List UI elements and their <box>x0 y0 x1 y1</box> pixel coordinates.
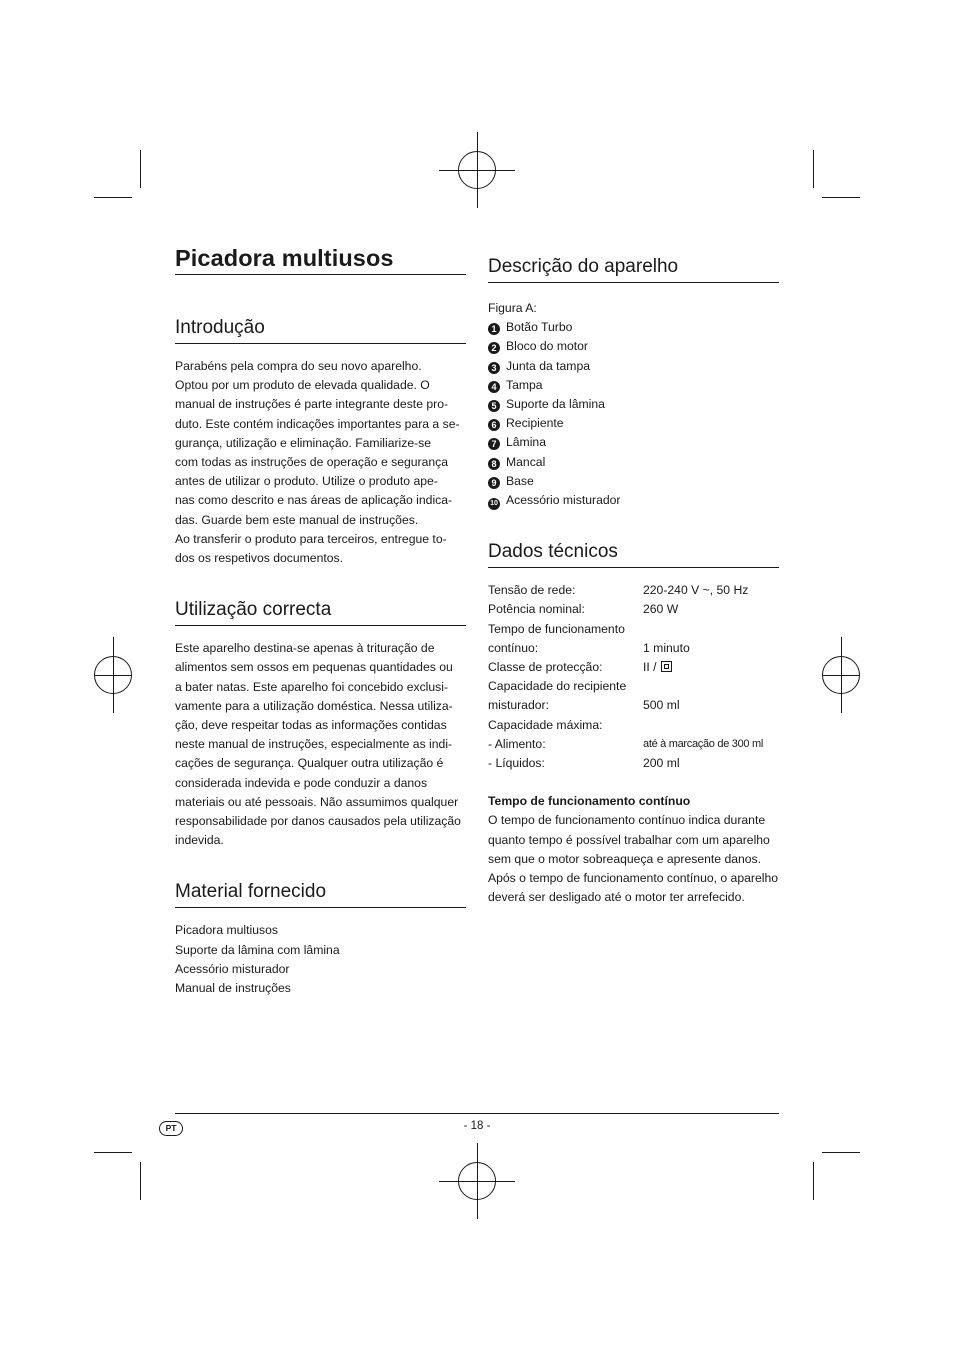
parts-list <box>488 318 779 510</box>
supplied-list <box>175 921 466 998</box>
figure-label: Figura A: <box>488 301 537 315</box>
table-row: Tempo de funcionamento <box>488 621 625 636</box>
intro-heading: Introdução <box>175 315 466 344</box>
list-item: Suporte da lâmina com lâmina <box>175 942 340 957</box>
number-badge: 1 <box>488 323 500 335</box>
table-row: - Líquidos: 200 ml <box>488 756 680 771</box>
supplied-heading: Material fornecido <box>175 879 466 908</box>
number-badge: 8 <box>488 458 500 470</box>
continuous-operation-text: O tempo de funcionamento contínuo indica durante quanto tempo é possível trabalhar com um aparelho sem que o motor sobreaqueça e apresente danos. Após o tempo de funcionamento contínuo, o aparelho deverá ser desligado até o motor ter arrefecido. <box>488 813 778 905</box>
list-item: 1 Botão Turbo <box>488 318 779 337</box>
footer-divider <box>175 1113 779 1114</box>
number-badge: 10 <box>488 498 500 510</box>
page-title: Picadora multiusos <box>175 243 466 275</box>
intro-text: Parabéns pela compra do seu novo aparelho. Optou por um produto de elevada qualidade. O manual de instruções é parte integrante deste pro- duto. Este contém indicações importantes para a se- gurança, utilização e eliminação. Familiarize-se com todas as instruções de operação e segurança antes de utilizar o produto. Utilize o produto ape- nas como descrito e nas áreas de aplicação indica- das. Guarde bem este manual de instruções. Ao transferir o produto para terceiros, entregue to- dos os respetivos documentos. <box>175 359 460 566</box>
list-item: 10 Acessório misturador <box>488 491 779 510</box>
list-item: Manual de instruções <box>175 981 291 996</box>
table-row: Tensão de rede: 220-240 V ~, 50 Hz <box>488 583 749 598</box>
list-item: 2 Bloco do motor <box>488 337 779 356</box>
number-badge: 6 <box>488 419 500 431</box>
number-badge: 9 <box>488 477 500 489</box>
table-row: Classe de protecção: II / <box>488 658 779 677</box>
table-row: Capacidade máxima: <box>488 717 603 732</box>
continuous-operation-heading: Tempo de funcionamento contínuo <box>488 794 691 809</box>
list-item: Picadora multiusos <box>175 923 278 938</box>
table-row: misturador: 500 ml <box>488 698 680 713</box>
left-column <box>175 243 466 998</box>
right-column <box>488 254 779 907</box>
number-badge: 7 <box>488 438 500 450</box>
number-badge: 4 <box>488 381 500 393</box>
table-row: Capacidade do recipiente <box>488 679 627 694</box>
list-item: 9 Base <box>488 472 779 491</box>
page-number: - 18 - <box>463 1120 491 1132</box>
description-heading: Descrição do aparelho <box>488 254 779 283</box>
number-badge: 3 <box>488 362 500 374</box>
list-item: 7 Lâmina <box>488 433 779 452</box>
number-badge: 5 <box>488 400 500 412</box>
list-item: 3 Junta da tampa <box>488 357 779 376</box>
tech-heading: Dados técnicos <box>488 539 779 568</box>
language-badge: PT <box>159 1121 183 1136</box>
table-row: contínuo: 1 minuto <box>488 640 690 655</box>
tech-specs-table <box>488 581 779 773</box>
table-row: Potência nominal: 260 W <box>488 602 679 617</box>
use-text: Este aparelho destina-se apenas à trituração de alimentos sem ossos em pequenas quantidades ou a bater natas. Este aparelho foi concebido exclusi- vamente para a utilização doméstica. Nessa utiliza- ção, deve respeitar todas as informações contidas neste manual de instruções, especialmente as indi- cações de segurança. Qualquer outra utilização é considerada indevida e pode conduzir a danos materiais ou até pessoais. Não assumimos qualquer responsabilidade por danos causados pela utilização indevida. <box>175 641 461 848</box>
list-item: 8 Mancal <box>488 453 779 472</box>
protection-class-ii-icon <box>661 661 672 672</box>
list-item: Acessório misturador <box>175 961 290 976</box>
list-item: 4 Tampa <box>488 376 779 395</box>
list-item: 5 Suporte da lâmina <box>488 395 779 414</box>
number-badge: 2 <box>488 342 500 354</box>
list-item: 6 Recipiente <box>488 414 779 433</box>
use-heading: Utilização correcta <box>175 597 466 626</box>
table-row: - Alimento: até à marcação de 300 ml <box>488 736 763 751</box>
